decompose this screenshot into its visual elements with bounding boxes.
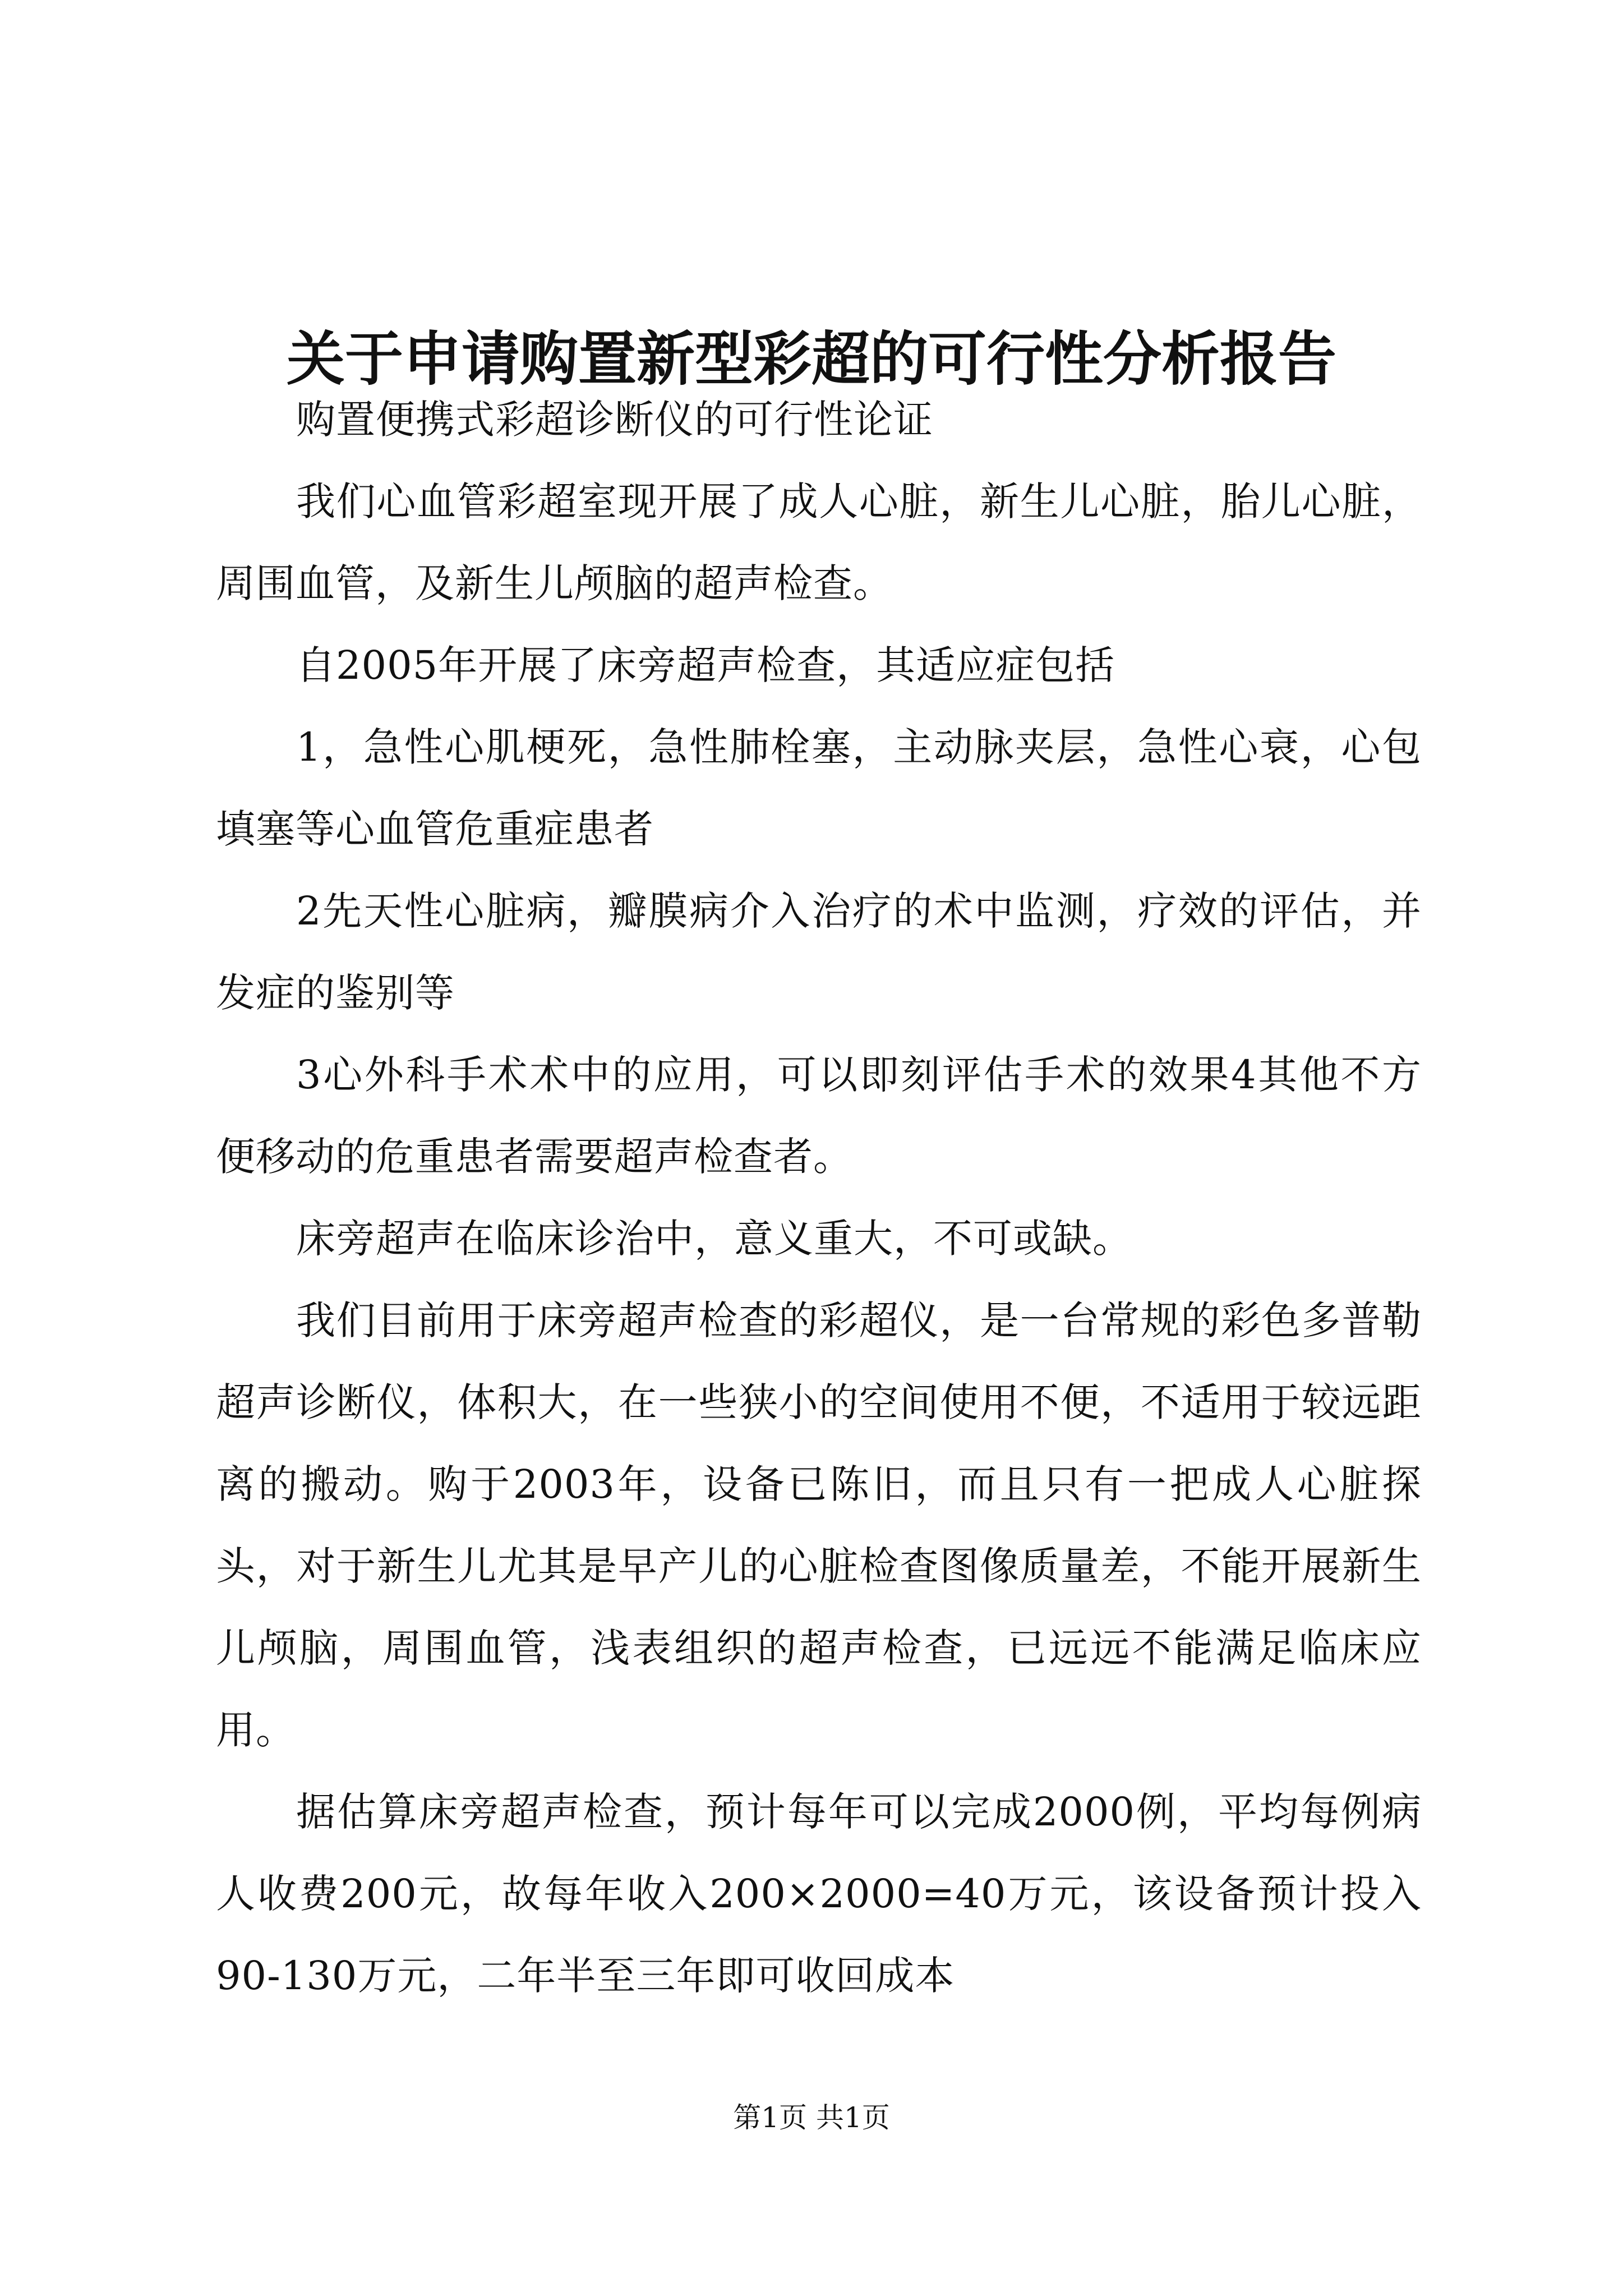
paragraph-services: 我们心血管彩超室现开展了成人心脏，新生儿心脏，胎儿心脏，周围血管，及新生儿颅脑的超声检查。 [216, 478, 1422, 606]
paragraph-current-equipment: 我们目前用于床旁超声检查的彩超仪，是一台常规的彩色多普勒超声诊断仪，体积大，在一些狭小的空间使用不便，不适用于较远距离的搬动。购于2003年，设备已陈旧，而且只有一把成人心脏探头，对于新生儿尤其是早产儿的心脏检查图像质量差，不能开展新生儿颅脑，周围血管，浅表组织的超声检查，已远远不能满足临床应用。 [216, 1297, 1422, 1753]
page-footer: 第1页 共1页 [733, 2101, 890, 2134]
paragraph-cost-estimate: 据估算床旁超声检查，预计每年可以完成2000例，平均每例病人收费200元，故每年收入200×2000=40万元，该设备预计投入90-130万元，二年半至三年即可收回成本 [216, 1789, 1422, 1999]
document-title: 关于申请购置新型彩超的可行性分析报告 [286, 324, 1336, 393]
paragraph-subtitle: 购置便携式彩超诊断仪的可行性论证 [296, 397, 933, 443]
paragraph-indications-intro: 自2005年开展了床旁超声检查，其适应症包括 [296, 642, 1115, 688]
paragraph-significance: 床旁超声在临床诊治中，意义重大，不可或缺。 [296, 1216, 1132, 1262]
paragraph-indication-2: 2先天性心脏病，瓣膜病介入治疗的术中监测，疗效的评估，并发症的鉴别等 [216, 888, 1422, 1016]
document-body [216, 379, 1422, 2017]
paragraph-indication-3-4: 3心外科手术术中的应用，可以即刻评估手术的效果4其他不方便移动的危重患者需要超声检查者。 [216, 1052, 1422, 1180]
paragraph-indication-1: 1，急性心肌梗死，急性肺栓塞，主动脉夹层，急性心衰，心包填塞等心血管危重症患者 [216, 724, 1422, 852]
